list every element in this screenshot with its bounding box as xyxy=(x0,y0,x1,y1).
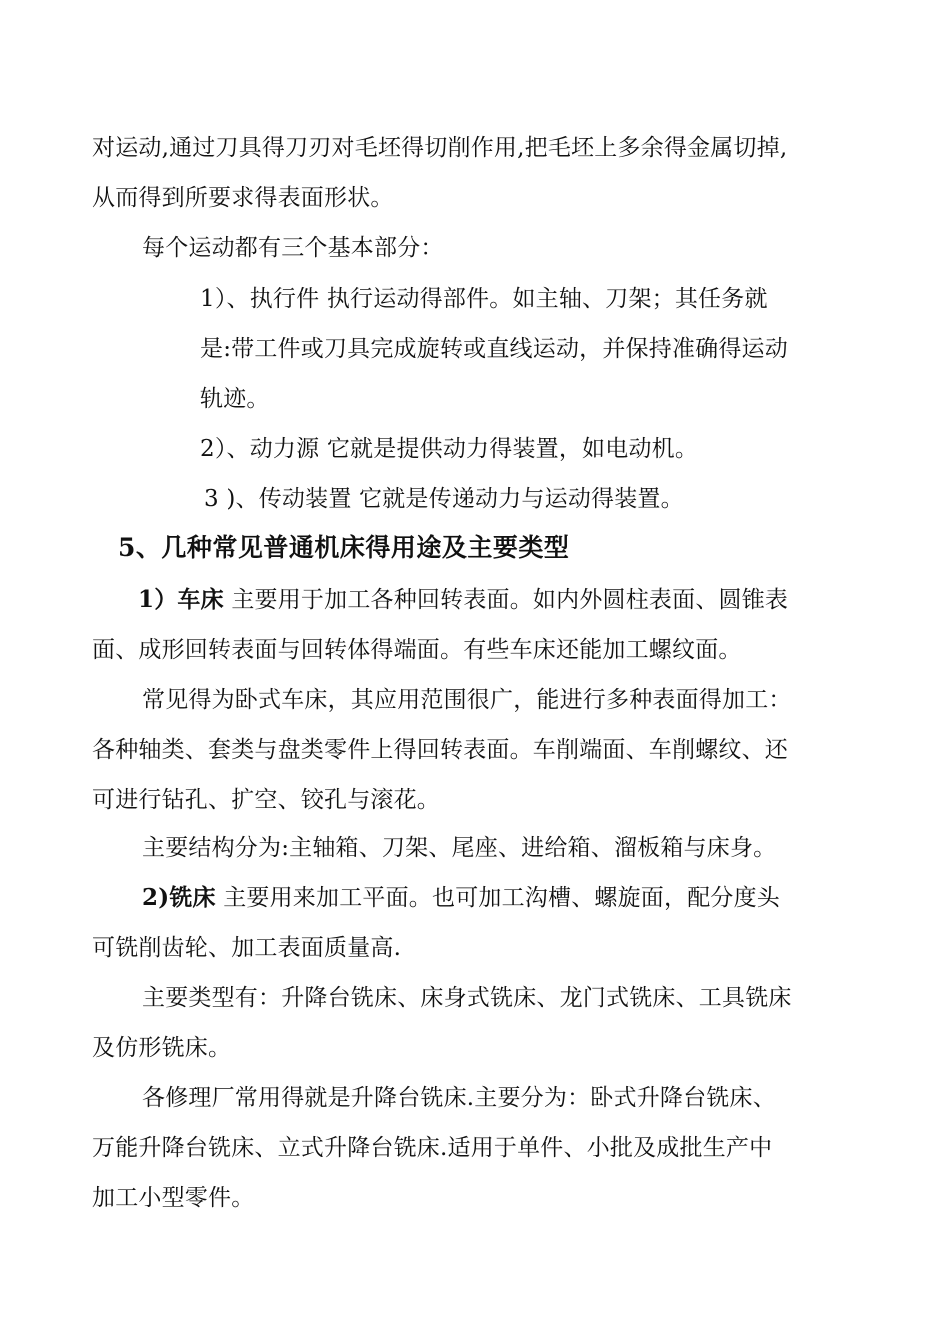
mill-label: 2)铣床 xyxy=(142,884,216,911)
paragraph-line xyxy=(138,584,788,616)
mill-text: 主要用来加工平面。也可加工沟槽、螺旋面，配分度头 xyxy=(215,885,780,911)
list-item-line: 是:带工件或刀具完成旋转或直线运动，并保持准确得运动 xyxy=(200,336,788,362)
list-item-line: 1）、执行件 执行运动得部件。如主轴、刀架；其任务就 xyxy=(200,286,768,312)
paragraph-line: 可进行钻孔、扩空、铰孔与滚花。 xyxy=(92,787,440,813)
paragraph-line: 各种轴类、套类与盘类零件上得回转表面。车削端面、车削螺纹、还 xyxy=(92,737,788,763)
paragraph-line: 每个运动都有三个基本部分： xyxy=(142,235,444,261)
paragraph-line: 及仿形铣床。 xyxy=(92,1035,232,1061)
paragraph-line: 各修理厂常用得就是升降台铣床.主要分为：卧式升降台铣床、 xyxy=(142,1085,776,1111)
paragraph-line: 加工小型零件。 xyxy=(92,1185,255,1211)
lathe-label: 1）车床 xyxy=(138,586,224,613)
list-item-line: 3 )、传动装置 它就是传递动力与运动得装置。 xyxy=(204,486,684,512)
section-heading: 5、几种常见普通机床得用途及主要类型 xyxy=(118,533,570,562)
list-item-line: 轨迹。 xyxy=(200,386,270,412)
paragraph-line: 可铣削齿轮、加工表面质量高. xyxy=(92,935,402,961)
paragraph-line: 常见得为卧式车床，其应用范围很广，能进行多种表面得加工： xyxy=(142,687,792,713)
list-item-line: 2）、动力源 它就是提供动力得装置，如电动机。 xyxy=(200,436,699,462)
paragraph-line: 万能升降台铣床、立式升降台铣床.适用于单件、小批及成批生产中 xyxy=(92,1135,773,1161)
paragraph-line: 主要类型有：升降台铣床、床身式铣床、龙门式铣床、工具铣床 xyxy=(142,985,792,1011)
lathe-text: 主要用于加工各种回转表面。如内外圆柱表面、圆锥表 xyxy=(223,587,789,613)
paragraph-line: 主要结构分为:主轴箱、刀架、尾座、进给箱、溜板箱与床身。 xyxy=(142,835,777,861)
paragraph-line: 面、成形回转表面与回转体得端面。有些车床还能加工螺纹面。 xyxy=(92,637,742,663)
paragraph-line xyxy=(142,882,780,914)
paragraph-line: 从而得到所要求得表面形状。 xyxy=(92,185,394,211)
paragraph-line: 对运动,通过刀具得刀刃对毛坯得切削作用,把毛坯上多余得金属切掉, xyxy=(92,135,788,161)
